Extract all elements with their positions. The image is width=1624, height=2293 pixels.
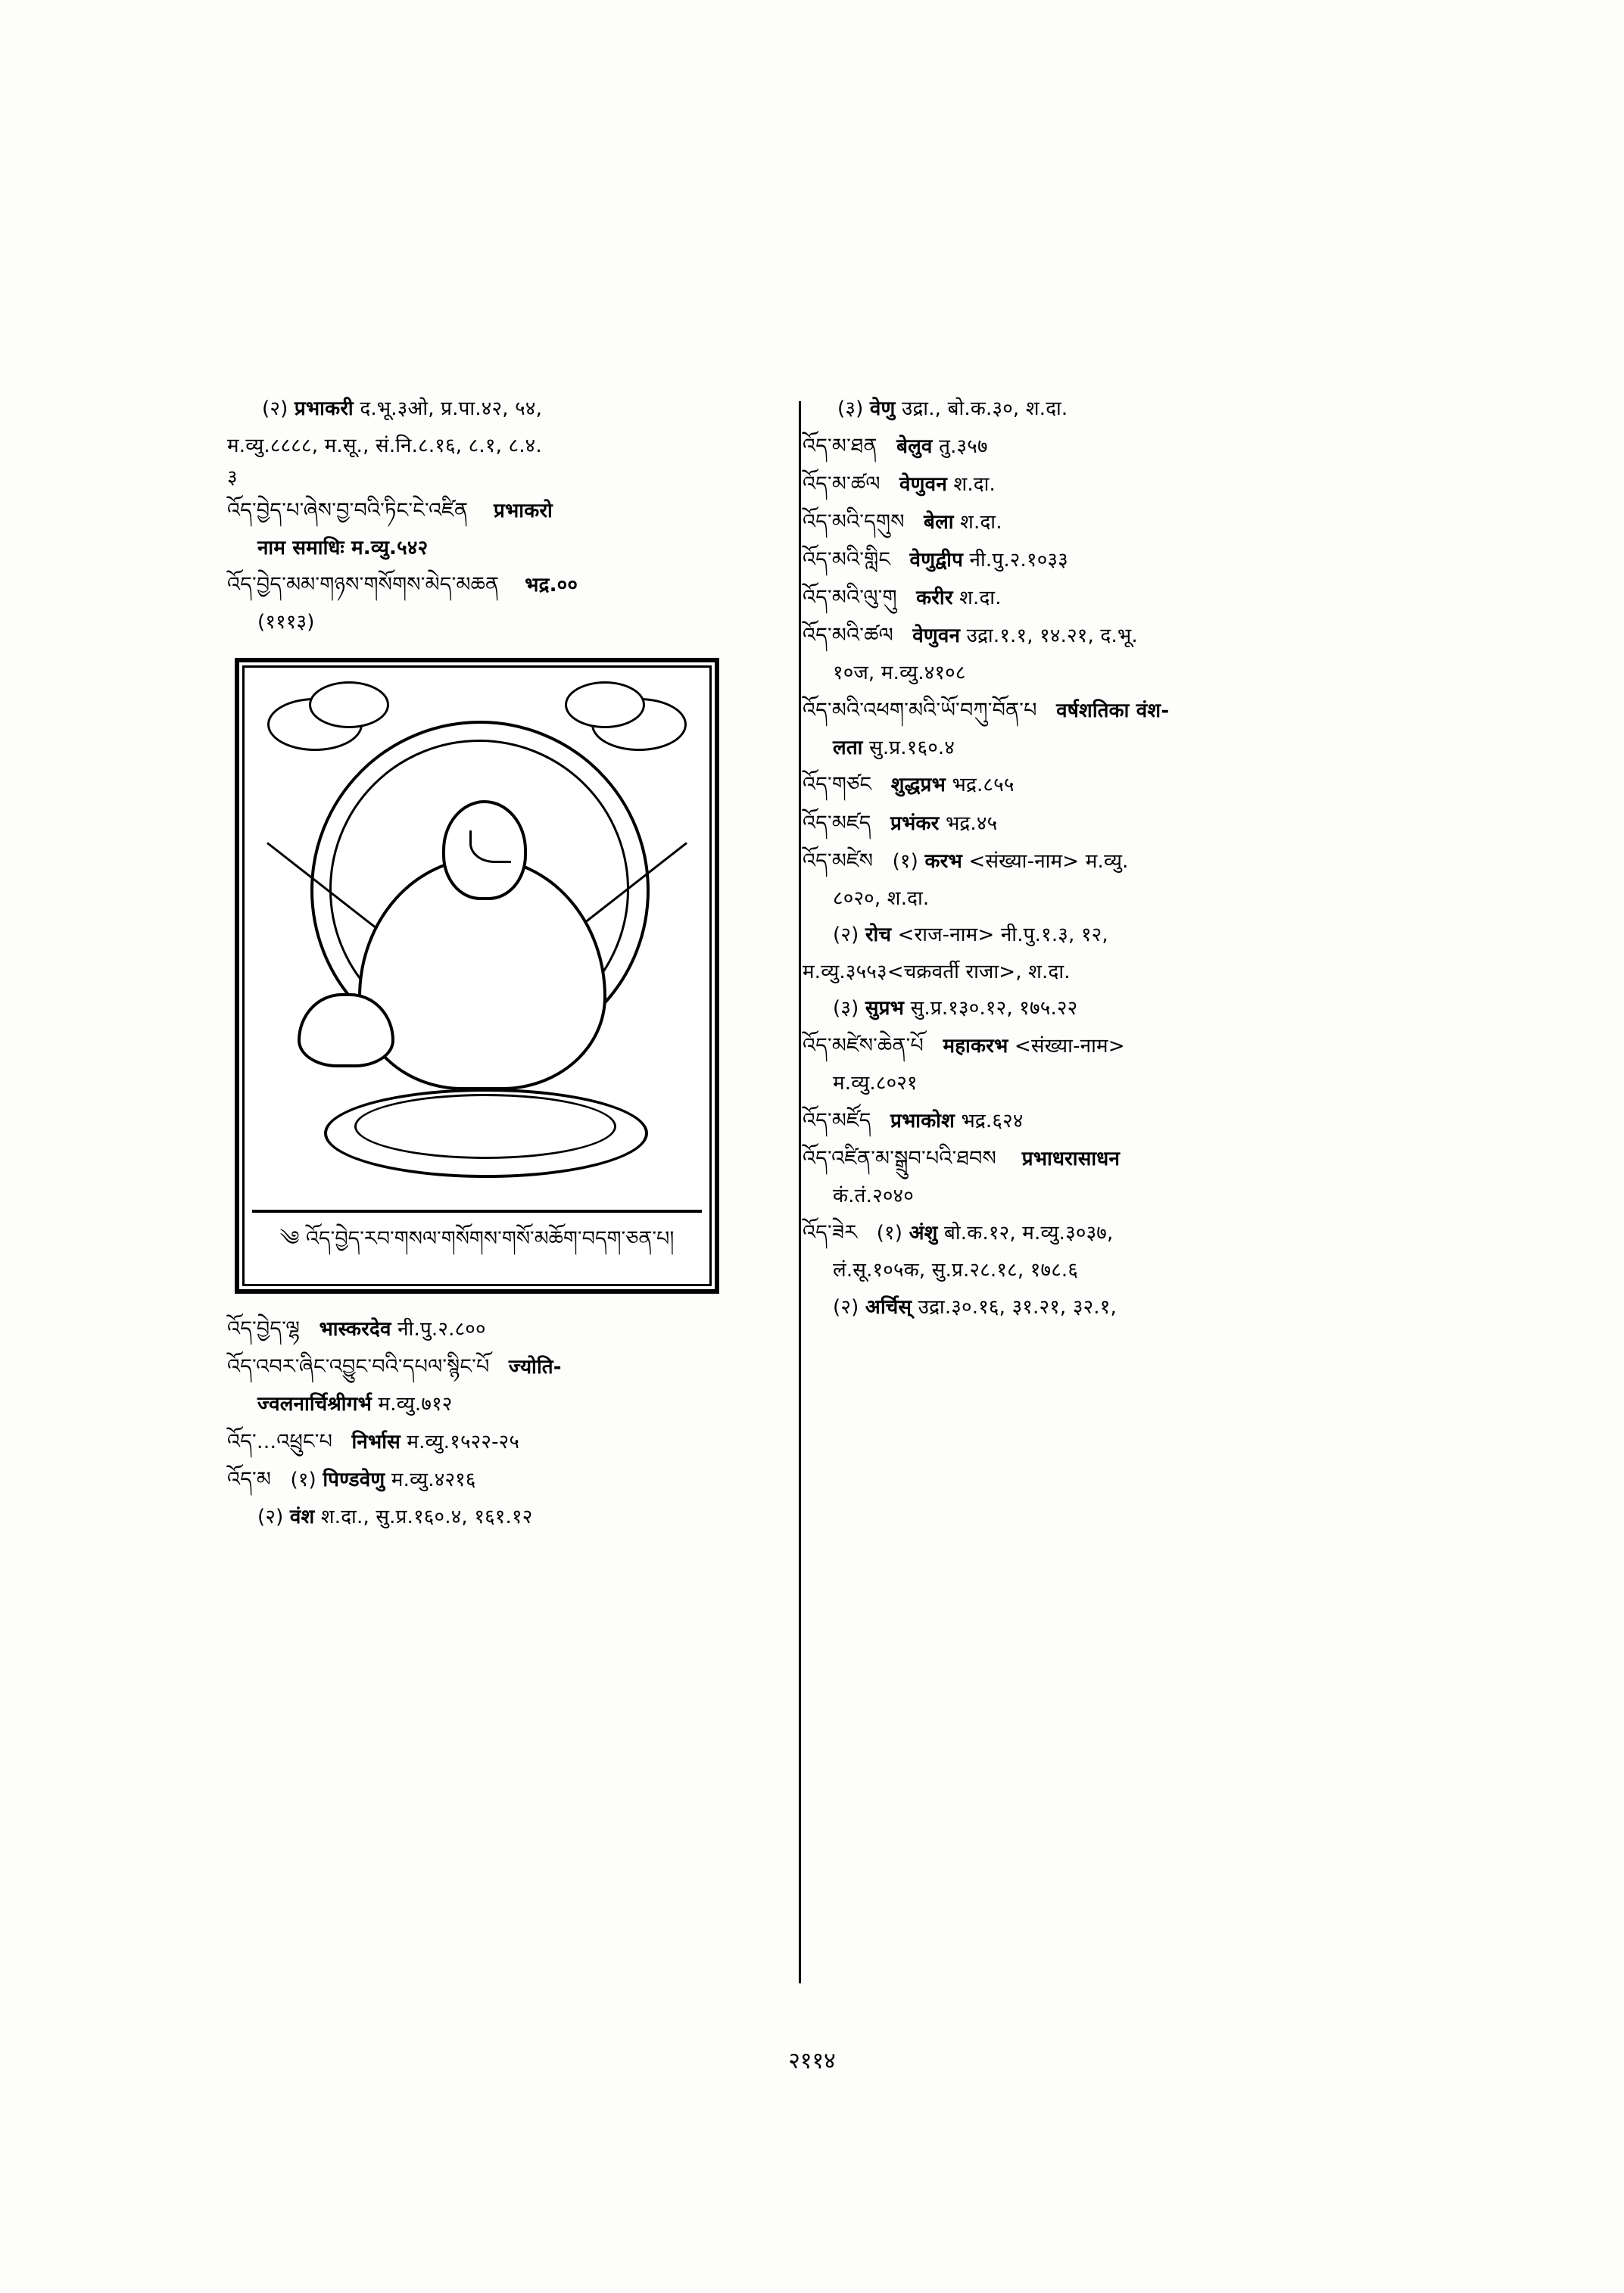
entry-refs-cont: म.व्यु.८८८८, म.सू., सं.नि.८.१६, ८.१, ८.४. bbox=[227, 434, 542, 457]
cloud-shape bbox=[309, 681, 389, 728]
tibetan-headword: འོད་འབར་ཞིང་འབྱུང་བའི་དཔལ་སྙིང་པོ bbox=[227, 1355, 490, 1379]
entry bbox=[803, 582, 1348, 614]
entry bbox=[803, 1143, 1348, 1175]
lotus-seat-inner bbox=[354, 1094, 616, 1159]
entry-refs-cont: म.व्यु.८०२१ bbox=[833, 1072, 918, 1095]
entry bbox=[803, 993, 1348, 1024]
entry-refs: नी.पु.२.८०० bbox=[397, 1317, 486, 1341]
tibetan-headword: འོད་མ་ཚལ bbox=[803, 472, 881, 496]
entry bbox=[227, 1464, 772, 1496]
tibetan-headword: འོད་བྱེད་མམ་གཉས་གསོགས་མེད་མཆན bbox=[227, 573, 500, 597]
illustration-plate bbox=[235, 658, 719, 1294]
entry-gloss: <संख्या-नाम> bbox=[1014, 1034, 1125, 1058]
entry-refs: श.दा. bbox=[959, 586, 1002, 609]
sanskrit-term: सुप्रभ bbox=[865, 997, 905, 1020]
entry-continuation bbox=[227, 463, 772, 494]
entry-continuation bbox=[803, 1255, 1348, 1286]
entry-refs-cont: १०ज, म.व्यु.४१०८ bbox=[833, 662, 966, 685]
tibetan-headword: འོད་མཛད bbox=[803, 811, 871, 835]
entry-refs: नी.पु.१.३, १२, bbox=[1000, 924, 1108, 947]
entry-refs-cont: ८०२०, श.दा. bbox=[833, 886, 930, 910]
entry bbox=[803, 769, 1348, 801]
tibetan-headword: འོད་མའི་དགུས bbox=[803, 509, 905, 534]
entry-number: (२) bbox=[262, 397, 288, 420]
sanskrit-term: प्रभाकरी bbox=[294, 397, 354, 420]
entry-continuation bbox=[227, 533, 772, 564]
entry-refs: श.दा., सु.प्र.१६०.४, १६१.१२ bbox=[320, 1505, 533, 1528]
sanskrit-term: रोच bbox=[865, 924, 892, 947]
sanskrit-term: करभ bbox=[924, 849, 962, 873]
tibetan-headword: འོད་མ་ཐན bbox=[803, 434, 877, 458]
tibetan-headword: འོད་མའི་ལུ་གུ bbox=[803, 585, 897, 609]
tibetan-headword: འོད་མཛེས bbox=[803, 849, 874, 873]
entry bbox=[803, 431, 1348, 463]
entry-continuation bbox=[227, 431, 772, 462]
tibetan-headword: འོད་...འཕྲུང་པ bbox=[227, 1429, 333, 1453]
entry-number: (२) bbox=[257, 1505, 284, 1528]
entry-number: (२) bbox=[833, 1296, 859, 1319]
sanskrit-term: वेणुवन bbox=[899, 472, 947, 496]
entry-number: (१) bbox=[876, 1222, 903, 1245]
entry bbox=[227, 1426, 772, 1458]
entry-number: (१) bbox=[892, 849, 918, 873]
entry-refs: भद्र.६२४ bbox=[961, 1109, 1024, 1132]
entry-refs-cont: म.व्यु.७१२ bbox=[378, 1393, 453, 1416]
entry-gloss: <राज-नाम> bbox=[897, 924, 995, 947]
tibetan-headword: འོད་མ bbox=[227, 1467, 272, 1491]
tibetan-headword: འོད་ཟེར bbox=[803, 1221, 858, 1245]
entry-refs-cont: ३ bbox=[227, 466, 238, 490]
plate-artwork bbox=[242, 665, 712, 1286]
entry-refs-cont: सु.प्र.१६०.४ bbox=[869, 736, 955, 759]
tibetan-headword: འོད་གཙང bbox=[803, 773, 872, 797]
entry-refs: श.दा. bbox=[960, 510, 1002, 534]
tibetan-headword: འོད་འཛིན་མ་སྒྲུབ་པའི་ཐབས bbox=[803, 1146, 996, 1170]
entry bbox=[803, 1030, 1348, 1062]
entry-number: (३) bbox=[833, 997, 859, 1020]
entry-continuation bbox=[803, 957, 1348, 988]
entry-gloss-cont: लता bbox=[833, 736, 863, 759]
entry bbox=[227, 394, 772, 425]
entry-refs: म.व्यु.४२१६ bbox=[391, 1468, 476, 1491]
entry-gloss: <संख्या-नाम> bbox=[968, 849, 1080, 873]
entry-refs: द.भू.३ओ, प्र.पा.४२, ५४, bbox=[360, 397, 543, 420]
entry-refs: सु.प्र.१३०.१२, १७५.२२ bbox=[910, 997, 1078, 1020]
entry-refs: म.व्यु.१५२२-२५ bbox=[407, 1430, 520, 1453]
entry bbox=[227, 1313, 772, 1345]
entry-refs: उद्रा.३०.१६, ३१.२१, ३२.१, bbox=[918, 1296, 1117, 1319]
sanskrit-term: बेला bbox=[924, 510, 954, 534]
sanskrit-term: ज्योति- bbox=[508, 1356, 562, 1379]
entry-refs-cont: (१११३) bbox=[257, 611, 315, 634]
tibetan-headword: འོད་མའི་ཚལ bbox=[803, 624, 893, 648]
tibetan-headword: འོད་མའི་གླིང bbox=[803, 547, 891, 572]
sanskrit-term: प्रभाधरासाधन bbox=[1021, 1147, 1121, 1170]
sanskrit-term: भास्करदेव bbox=[319, 1317, 391, 1341]
sanskrit-term: पिण्डवेणु bbox=[323, 1468, 385, 1491]
sanskrit-term: अर्चिस् bbox=[865, 1296, 912, 1319]
folio-number: २११४ bbox=[788, 2048, 836, 2074]
sanskrit-term: निर्भास bbox=[351, 1430, 401, 1453]
tibetan-headword: འོད་བྱེད་ལྷ bbox=[227, 1316, 301, 1341]
sanskrit-term: वर्षशतिका वंश- bbox=[1056, 699, 1170, 722]
entry-refs: भद्र.८५५ bbox=[952, 774, 1015, 797]
entry-number: (१) bbox=[290, 1468, 316, 1491]
tibetan-headword: འོད་མཛོད bbox=[803, 1108, 871, 1132]
sanskrit-term: अंशु bbox=[909, 1222, 938, 1245]
sanskrit-term: करीर bbox=[916, 586, 953, 609]
entry-continuation bbox=[803, 883, 1348, 914]
entry-continuation bbox=[227, 607, 772, 638]
right-column bbox=[803, 394, 1348, 1329]
entry bbox=[803, 808, 1348, 840]
entry-refs: श.दा. bbox=[953, 472, 996, 496]
entry bbox=[803, 1292, 1348, 1323]
entry-refs: भद्र.४५ bbox=[945, 812, 998, 835]
entry-continuation bbox=[803, 733, 1348, 764]
sanskrit-term: महाकरभ bbox=[943, 1034, 1008, 1058]
entry-refs: उद्रा., बो.क.३०, श.दा. bbox=[902, 397, 1068, 420]
entry bbox=[803, 394, 1348, 425]
entry bbox=[803, 846, 1348, 877]
tibetan-headword: འོད་མཛེས་ཆེན་པོ bbox=[803, 1033, 924, 1058]
sanskrit-term: वेणुद्वीप bbox=[909, 548, 964, 572]
entry bbox=[803, 469, 1348, 500]
entry bbox=[803, 695, 1348, 727]
entry-refs: बो.क.१२, म.व्यु.३०३७, bbox=[944, 1222, 1114, 1245]
entry bbox=[803, 620, 1348, 652]
sanskrit-term: शुद्धप्रभ bbox=[890, 774, 946, 797]
entry-number: (२) bbox=[833, 924, 859, 947]
cloud-shape bbox=[565, 681, 645, 728]
plate-caption: ༄ འོད་བྱེད་རབ་གསལ་གསོགས་གསོ་མཆོག་བདག་ཅན་པ། bbox=[252, 1210, 702, 1276]
entry-refs: नी.पु.२.१०३३ bbox=[969, 548, 1068, 572]
entry bbox=[803, 544, 1348, 576]
entry bbox=[227, 1502, 772, 1533]
entry bbox=[803, 920, 1348, 951]
sanskrit-term: वंश bbox=[289, 1505, 315, 1528]
entry-continuation bbox=[803, 1068, 1348, 1099]
entry bbox=[227, 495, 772, 527]
sanskrit-term: वेणु bbox=[869, 397, 896, 420]
sanskrit-term: बेलुव bbox=[896, 435, 933, 458]
entry-refs-cont: म.व्यु.३५५३<चक्रवर्ती राजा>, श.दा. bbox=[803, 960, 1071, 983]
entry-number: (३) bbox=[837, 397, 864, 420]
entry bbox=[803, 1217, 1348, 1249]
entry bbox=[227, 569, 772, 601]
entry-refs: तु.३५७ bbox=[939, 435, 988, 458]
entry-continuation bbox=[803, 658, 1348, 689]
entry-gloss-cont: नाम समाधिः म.व्यु.५४२ bbox=[257, 536, 429, 559]
entry-continuation bbox=[803, 1181, 1348, 1212]
page-content bbox=[227, 394, 1408, 2006]
sanskrit-term: प्रभाकरो bbox=[494, 499, 553, 522]
entry-refs-cont: लं.सू.१०५क, सु.प्र.२८.१८, १७८.६ bbox=[833, 1259, 1079, 1282]
entry-refs: उद्रा.१.१, १४.२१, द.भू. bbox=[966, 625, 1138, 648]
entry-refs-cont: कं.तं.२०४० bbox=[833, 1184, 914, 1207]
entry-refs: म.व्यु. bbox=[1085, 849, 1129, 873]
entry-gloss-cont: ज्वलनार्चिश्रीगर्भ bbox=[257, 1393, 372, 1416]
tibetan-headword: འོད་བྱེད་པ་ཞེས་བྱ་བའི་ཏིང་ངེ་འཛིན bbox=[227, 498, 469, 522]
sanskrit-term: प्रभाकोश bbox=[890, 1109, 955, 1132]
left-column bbox=[227, 394, 772, 1538]
sanskrit-term: भद्र.०० bbox=[525, 574, 578, 597]
entry bbox=[227, 1351, 772, 1383]
entry bbox=[803, 506, 1348, 538]
entry bbox=[803, 1105, 1348, 1137]
sanskrit-term: प्रभंकर bbox=[890, 812, 940, 835]
entry-continuation bbox=[227, 1389, 772, 1420]
sanskrit-term: वेणुवन bbox=[912, 625, 961, 648]
tibetan-headword: འོད་མའི་འཕག་མའི་ཡོ་བཀུ་བོན་པ bbox=[803, 698, 1037, 722]
